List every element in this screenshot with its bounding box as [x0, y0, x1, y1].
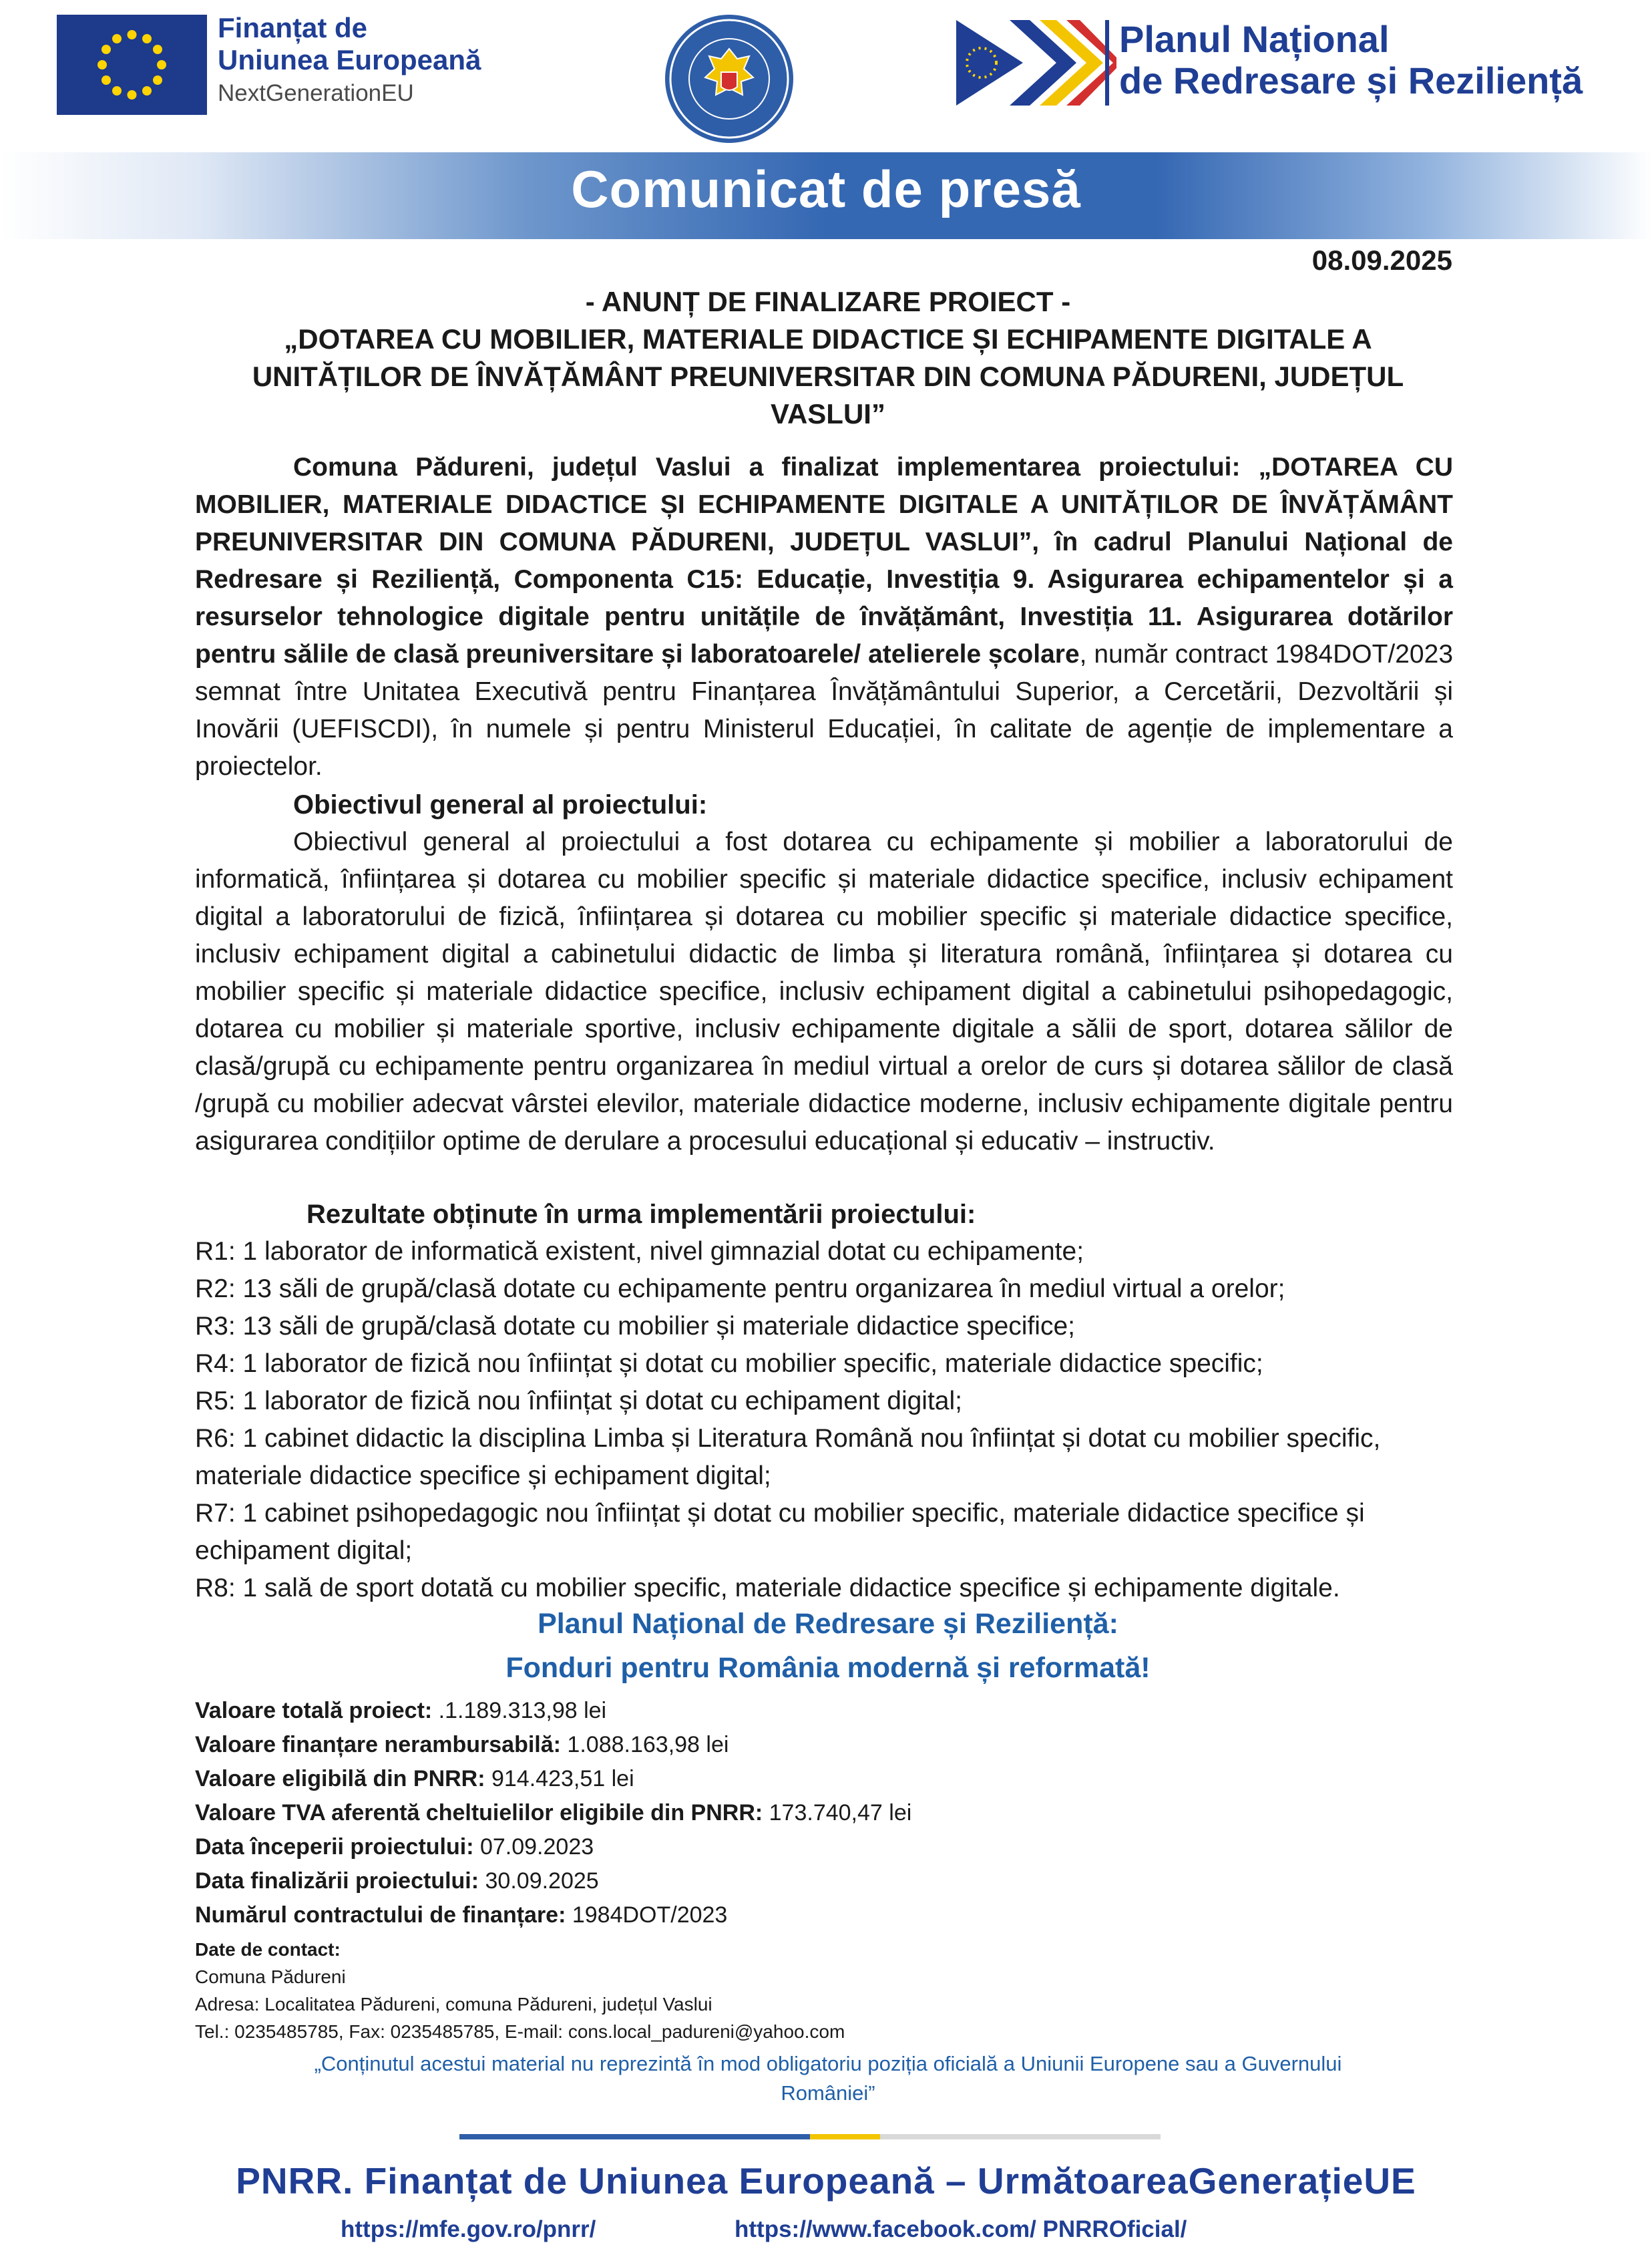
result-item: R5: 1 laborator de fizică nou înființat și dotat cu echipament digital; [195, 1387, 962, 1415]
contact-heading: Date de contact: [195, 1939, 341, 1960]
value-amount: 173.740,47 lei [763, 1800, 912, 1825]
pnrr-arrow-logo [956, 20, 1116, 106]
eu-flag-logo [57, 15, 207, 115]
slogan-line-1: Planul Național de Redresare și Reziliență: [538, 1608, 1118, 1640]
value-label: Numărul contractului de finanțare: [195, 1902, 566, 1928]
value-label: Data începerii proiectului: [195, 1834, 474, 1860]
footer-link-mfe[interactable]: https://mfe.gov.ro/pnrr/ [341, 2216, 596, 2242]
announcement-line-2: „DOTAREA CU MOBILIER, MATERIALE DIDACTICE ȘI ECHIPAMENTE DIGITALE A [284, 323, 1372, 355]
announcement-line-1: - ANUNȚ DE FINALIZARE PROIECT - [585, 286, 1071, 317]
value-label: Valoare totală proiect: [195, 1698, 433, 1723]
value-row-nonrefundable [195, 1728, 1453, 1762]
announcement-heading [194, 283, 1462, 433]
eu-line-2: Uniunea Europeană [218, 44, 481, 75]
contact-address: Adresa: Localitatea Pădureni, comuna Pădureni, județul Vaslui [195, 1994, 712, 2015]
value-amount: 07.09.2023 [473, 1834, 594, 1860]
eu-line-1: Finanțat de [218, 12, 368, 43]
disclaimer-line-2: României” [781, 2081, 875, 2105]
project-values [195, 1694, 1453, 1932]
intro-bold-text: Comuna Pădureni, județul Vaslui a finalizat implementarea proiectului: „DOTAREA CU MOBILIER, MATERIALE DIDACTICE ȘI ECHIPAMENTE DIGITALE A UNITĂȚILOR DE ÎNVĂȚĂMÂNT PREUNIVERSITAR DIN COMUNA PĂDURENI, JUDEȚUL VASLUI”, în cadrul Planului Național de Redresare și Reziliență, Componenta C15: Educație, Investiția 9. Asigurarea echipamentelor și a resurselor tehnologice digitale pentru unitățile de învățământ, Investiția 11. Asigurarea dotărilor pentru sălile de clasă preuniversitare și laboratoarele/ atelierele școlare [195, 453, 1453, 669]
announcement-line-4: VASLUI” [771, 398, 885, 429]
value-label: Valoare finanțare nerambursabilă: [195, 1732, 561, 1757]
result-item: R3: 13 săli de grupă/clasă dotate cu mobilier și materiale didactice specifice; [195, 1312, 1076, 1341]
value-row-vat [195, 1796, 1453, 1830]
footer-title: PNRR. Finanțat de Uniunea Europeană – UrmătoareaGenerațieUE [236, 2160, 1416, 2202]
slogan-line-2: Fonduri pentru România modernă și reformată! [505, 1652, 1151, 1684]
government-seal-logo [662, 12, 796, 146]
value-row-end-date [195, 1864, 1453, 1898]
contact-section [195, 1936, 1453, 2045]
result-item: R7: 1 cabinet psihopedagogic nou înființat și dotat cu mobilier specific, materiale didactice specifice și echipament digital; [195, 1499, 1365, 1565]
value-amount: 914.423,51 lei [485, 1766, 634, 1791]
pnrr-slogan [194, 1602, 1462, 1690]
value-row-total [195, 1694, 1453, 1728]
release-date: 08.09.2025 [1311, 244, 1452, 276]
value-label: Valoare eligibilă din PNRR: [195, 1766, 485, 1791]
results-section [195, 1196, 1453, 1607]
disclaimer [194, 2049, 1462, 2108]
announcement-line-3: UNITĂȚILOR DE ÎNVĂȚĂMÂNT PREUNIVERSITAR DIN COMUNA PĂDURENI, JUDEȚUL [252, 361, 1404, 392]
value-row-start-date [195, 1830, 1453, 1864]
result-item: R2: 13 săli de grupă/clasă dotate cu echipamente pentru organizarea în mediul virtual a orelor; [195, 1274, 1285, 1303]
result-item: R4: 1 laborator de fizică nou înființat și dotat cu mobilier specific, materiale didactice specific; [195, 1349, 1263, 1378]
objective-text: Obiectivul general al proiectului a fost dotarea cu echipamente și mobilier a laboratorului de informatică, înființarea și dotarea cu mobilier specific și materiale didactice specifice, inclusiv echipament digital a laboratorului de fizică, înființarea și dotarea cu mobilier specific și materiale didactice specifice, inclusiv echipament digital a cabinetului didactic de limba și literatura română, înființarea și dotarea cu mobilier specific și materiale didactice specifice, inclusiv echipament digital a cabinetului psihopedagogic, dotarea cu mobilier și materiale sportive, inclusiv echipamente digitale a sălii de sport, dotarea sălilor de clasă/grupă cu echipamente pentru organizarea în mediul virtual a orelor de curs și dotarea sălilor de clasă /grupă cu mobilier adecvat vârstei elevilor, materiale didactice moderne, inclusiv echipamente digitale pentru asigurarea condițiilor optime de derulare a procesului educațional și educativ – instructiv. [195, 828, 1453, 1156]
eu-line-3: NextGenerationEU [218, 80, 414, 106]
value-label: Data finalizării proiectului: [195, 1868, 479, 1894]
value-amount: 1.088.163,98 lei [560, 1732, 729, 1757]
pnrr-line-2: de Redresare și Reziliență [1119, 59, 1583, 102]
footer-link-facebook[interactable]: https://www.facebook.com/ PNRROficial/ [735, 2216, 1187, 2242]
result-item: R8: 1 sală de sport dotată cu mobilier specific, materiale didactice specifice și echipamente digitale. [195, 1574, 1340, 1602]
pnrr-divider [1105, 20, 1109, 106]
eu-funding-text [218, 12, 525, 105]
value-amount: .1.189.313,98 lei [432, 1698, 607, 1723]
pnrr-title-text [1119, 19, 1583, 102]
value-row-contract [195, 1898, 1453, 1932]
value-amount: 1984DOT/2023 [566, 1902, 728, 1928]
footer-divider [459, 2134, 1161, 2139]
value-row-eligible [195, 1762, 1453, 1796]
pnrr-line-1: Planul Național [1119, 18, 1390, 60]
banner-title: Comunicat de presă [571, 160, 1081, 218]
objective-heading: Obiectivul general al proiectului: [293, 790, 708, 820]
contact-name: Comuna Pădureni [195, 1966, 346, 1987]
result-item: R1: 1 laborator de informatică existent, nivel gimnazial dotat cu echipamente; [195, 1237, 1084, 1266]
value-amount: 30.09.2025 [479, 1868, 599, 1894]
value-label: Valoare TVA aferentă cheltuielilor eligibile din PNRR: [195, 1800, 763, 1825]
result-item: R6: 1 cabinet didactic la disciplina Limba și Literatura Română nou înființat și dotat cu mobilier specific, materiale didactice specifice și echipament digital; [195, 1424, 1381, 1490]
intro-paragraph [195, 449, 1453, 786]
objective-section [195, 786, 1453, 1160]
intro-normal-text: , număr contract 1984DOT/2023 semnat între Unitatea Executivă pentru Finanțarea Învățământului Superior, a Cercetării, Dezvoltării și Inovării (UEFISCDI), în numele și pentru Ministerul Educației, în calitate de agenție de implementare a proiectelor. [195, 640, 1454, 781]
contact-phone-email: Tel.: 0235485785, Fax: 0235485785, E-mail: cons.local_padureni@yahoo.com [195, 2021, 845, 2042]
disclaimer-line-1: „Conținutul acestui material nu reprezintă în mod obligatoriu poziția oficială a Uniunii Europene sau a Guvernului [314, 2052, 1342, 2075]
results-heading: Rezultate obținute în urma implementării proiectului: [306, 1200, 976, 1229]
